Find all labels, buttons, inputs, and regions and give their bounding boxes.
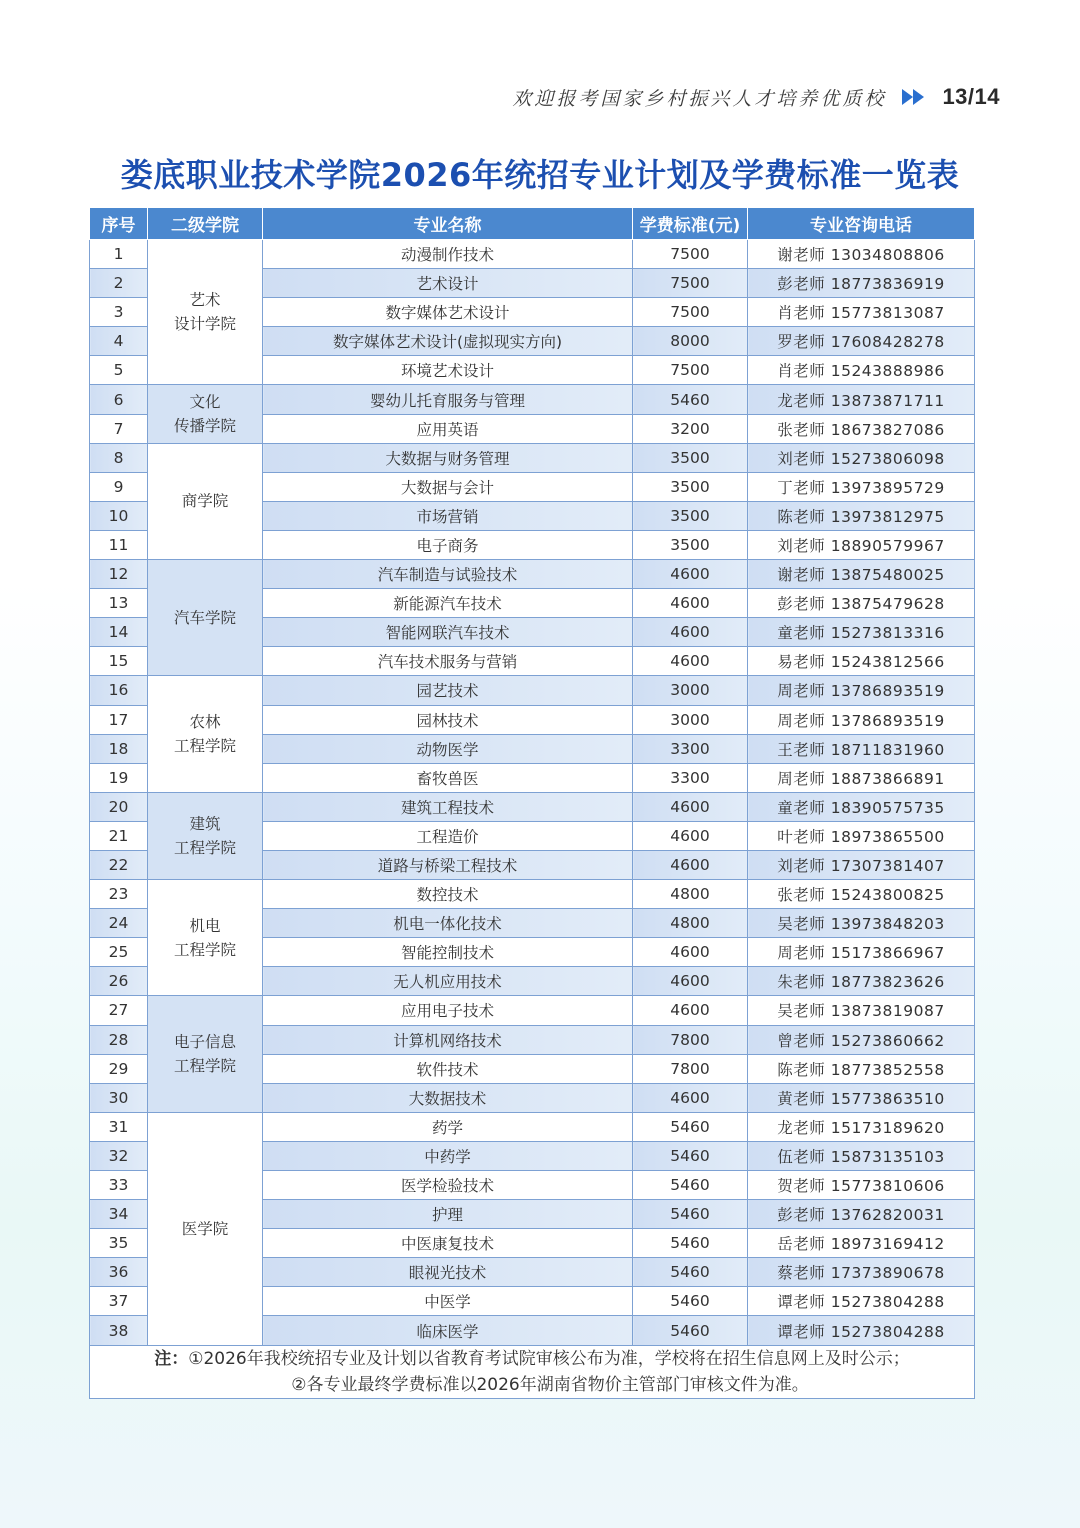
tuition-fee: 4600: [633, 821, 748, 850]
row-number: 21: [90, 821, 148, 850]
table-row: [90, 676, 975, 705]
col-header-college: 二级学院: [148, 208, 263, 240]
major-name: 汽车制造与试验技术: [263, 560, 633, 589]
row-number: 29: [90, 1054, 148, 1083]
col-header-fee: 学费标准(元): [633, 208, 748, 240]
row-number: 8: [90, 443, 148, 472]
tuition-fee: 4600: [633, 1083, 748, 1112]
tuition-fee: 4600: [633, 850, 748, 879]
row-number: 20: [90, 792, 148, 821]
tuition-fee: 7500: [633, 298, 748, 327]
contact-phone: 童老师 18390575735: [748, 792, 975, 821]
tuition-fee: 5460: [633, 1112, 748, 1141]
note-label: 注：: [154, 1348, 189, 1369]
tuition-fee: 7500: [633, 269, 748, 298]
contact-phone: 贺老师 15773810606: [748, 1171, 975, 1200]
tuition-fee: 5460: [633, 1229, 748, 1258]
tuition-fee: 4600: [633, 938, 748, 967]
contact-phone: 朱老师 18773823626: [748, 967, 975, 996]
table-row: [90, 560, 975, 589]
contact-phone: 谢老师 13034808806: [748, 240, 975, 269]
major-name: 环境艺术设计: [263, 356, 633, 385]
fee-table: [89, 207, 975, 1399]
tuition-fee: 5460: [633, 385, 748, 414]
row-number: 11: [90, 530, 148, 559]
major-name: 大数据技术: [263, 1083, 633, 1112]
row-number: 4: [90, 327, 148, 356]
contact-phone: 刘老师 17307381407: [748, 850, 975, 879]
row-number: 28: [90, 1025, 148, 1054]
tuition-fee: 3000: [633, 705, 748, 734]
tuition-fee: 3500: [633, 443, 748, 472]
tuition-fee: 3300: [633, 763, 748, 792]
college-name: 机电 工程学院: [148, 880, 263, 996]
tuition-fee: 3500: [633, 530, 748, 559]
row-number: 16: [90, 676, 148, 705]
row-number: 12: [90, 560, 148, 589]
major-name: 眼视光技术: [263, 1258, 633, 1287]
major-name: 计算机网络技术: [263, 1025, 633, 1054]
row-number: 33: [90, 1171, 148, 1200]
major-name: 新能源汽车技术: [263, 589, 633, 618]
tuition-fee: 4800: [633, 880, 748, 909]
table-header-row: [90, 208, 975, 240]
row-number: 35: [90, 1229, 148, 1258]
row-number: 9: [90, 472, 148, 501]
tuition-fee: 3500: [633, 472, 748, 501]
major-name: 数字媒体艺术设计: [263, 298, 633, 327]
major-name: 大数据与财务管理: [263, 443, 633, 472]
contact-phone: 丁老师 13973895729: [748, 472, 975, 501]
tuition-fee: 3000: [633, 676, 748, 705]
table-row: [90, 1112, 975, 1141]
major-name: 临床医学: [263, 1316, 633, 1345]
contact-phone: 肖老师 15243888986: [748, 356, 975, 385]
tuition-fee: 5460: [633, 1316, 748, 1345]
college-name: 医学院: [148, 1112, 263, 1345]
major-name: 无人机应用技术: [263, 967, 633, 996]
contact-phone: 彭老师 13875479628: [748, 589, 975, 618]
table-row: [90, 385, 975, 414]
table-row: [90, 443, 975, 472]
row-number: 31: [90, 1112, 148, 1141]
tuition-fee: 3200: [633, 414, 748, 443]
row-number: 15: [90, 647, 148, 676]
contact-phone: 谭老师 15273804288: [748, 1316, 975, 1345]
tuition-fee: 4600: [633, 647, 748, 676]
major-name: 汽车技术服务与营销: [263, 647, 633, 676]
major-name: 畜牧兽医: [263, 763, 633, 792]
note-line-1: ①2026年我校统招专业及计划以省教育考试院审核公布为准，学校将在招生信息网上及时公示；: [188, 1348, 910, 1369]
note-row: [90, 1345, 975, 1398]
college-name: 文化 传播学院: [148, 385, 263, 443]
row-number: 18: [90, 734, 148, 763]
major-name: 中医康复技术: [263, 1229, 633, 1258]
contact-phone: 刘老师 15273806098: [748, 443, 975, 472]
contact-phone: 吴老师 13873819087: [748, 996, 975, 1025]
major-name: 道路与桥梁工程技术: [263, 850, 633, 879]
header-slogan: 欢迎报考国家乡村振兴人才培养优质校: [512, 87, 887, 110]
major-name: 中药学: [263, 1141, 633, 1170]
tuition-fee: 4600: [633, 618, 748, 647]
college-name: 艺术 设计学院: [148, 240, 263, 385]
major-name: 智能网联汽车技术: [263, 618, 633, 647]
row-number: 30: [90, 1083, 148, 1112]
contact-phone: 肖老师 15773813087: [748, 298, 975, 327]
tuition-fee: 5460: [633, 1171, 748, 1200]
major-name: 动物医学: [263, 734, 633, 763]
row-number: 14: [90, 618, 148, 647]
tuition-fee: 4600: [633, 560, 748, 589]
major-name: 动漫制作技术: [263, 240, 633, 269]
row-number: 32: [90, 1141, 148, 1170]
college-name: 建筑 工程学院: [148, 792, 263, 879]
contact-phone: 周老师 15173866967: [748, 938, 975, 967]
page-header: [480, 82, 1000, 112]
row-number: 1: [90, 240, 148, 269]
row-number: 6: [90, 385, 148, 414]
contact-phone: 龙老师 13873871711: [748, 385, 975, 414]
table-row: [90, 880, 975, 909]
tuition-fee: 5460: [633, 1258, 748, 1287]
row-number: 27: [90, 996, 148, 1025]
contact-phone: 王老师 18711831960: [748, 734, 975, 763]
note-cell: [90, 1345, 975, 1398]
table-row: [90, 792, 975, 821]
tuition-fee: 4600: [633, 996, 748, 1025]
row-number: 13: [90, 589, 148, 618]
major-name: 机电一体化技术: [263, 909, 633, 938]
major-name: 软件技术: [263, 1054, 633, 1083]
tuition-fee: 5460: [633, 1200, 748, 1229]
note-line-2: ②各专业最终学费标准以2026年湖南省物价主管部门审核文件为准。: [291, 1374, 809, 1395]
contact-phone: 彭老师 18773836919: [748, 269, 975, 298]
contact-phone: 刘老师 18890579967: [748, 530, 975, 559]
major-name: 药学: [263, 1112, 633, 1141]
college-name: 汽车学院: [148, 560, 263, 676]
tuition-fee: 5460: [633, 1141, 748, 1170]
row-number: 22: [90, 850, 148, 879]
contact-phone: 曾老师 15273860662: [748, 1025, 975, 1054]
col-header-major: 专业名称: [263, 208, 633, 240]
row-number: 17: [90, 705, 148, 734]
page-title: 娄底职业技术学院2026年统招专业计划及学费标准一览表: [120, 156, 960, 194]
tuition-fee: 7800: [633, 1054, 748, 1083]
major-name: 数字媒体艺术设计(虚拟现实方向): [263, 327, 633, 356]
major-name: 应用电子技术: [263, 996, 633, 1025]
contact-phone: 谢老师 13875480025: [748, 560, 975, 589]
major-name: 数控技术: [263, 880, 633, 909]
tuition-fee: 7500: [633, 240, 748, 269]
row-number: 26: [90, 967, 148, 996]
contact-phone: 张老师 15243800825: [748, 880, 975, 909]
row-number: 3: [90, 298, 148, 327]
contact-phone: 谭老师 15273804288: [748, 1287, 975, 1316]
table-body: [90, 240, 975, 1346]
contact-phone: 吴老师 13973848203: [748, 909, 975, 938]
contact-phone: 易老师 15243812566: [748, 647, 975, 676]
major-name: 艺术设计: [263, 269, 633, 298]
tuition-fee: 4600: [633, 792, 748, 821]
tuition-fee: 7800: [633, 1025, 748, 1054]
tuition-fee: 4600: [633, 589, 748, 618]
row-number: 2: [90, 269, 148, 298]
major-name: 园林技术: [263, 705, 633, 734]
tuition-fee: 8000: [633, 327, 748, 356]
contact-phone: 岳老师 18973169412: [748, 1229, 975, 1258]
tuition-fee: 3300: [633, 734, 748, 763]
contact-phone: 周老师 13786893519: [748, 676, 975, 705]
contact-phone: 陈老师 13973812975: [748, 501, 975, 530]
major-name: 婴幼儿托育服务与管理: [263, 385, 633, 414]
contact-phone: 彭老师 13762820031: [748, 1200, 975, 1229]
row-number: 7: [90, 414, 148, 443]
row-number: 38: [90, 1316, 148, 1345]
tuition-fee: 5460: [633, 1287, 748, 1316]
college-name: 电子信息 工程学院: [148, 996, 263, 1112]
contact-phone: 周老师 13786893519: [748, 705, 975, 734]
contact-phone: 伍老师 15873135103: [748, 1141, 975, 1170]
major-name: 护理: [263, 1200, 633, 1229]
row-number: 19: [90, 763, 148, 792]
tuition-fee: 4600: [633, 967, 748, 996]
row-number: 24: [90, 909, 148, 938]
row-number: 5: [90, 356, 148, 385]
major-name: 工程造价: [263, 821, 633, 850]
major-name: 市场营销: [263, 501, 633, 530]
page-number: 13/14: [942, 84, 1000, 109]
row-number: 10: [90, 501, 148, 530]
major-name: 园艺技术: [263, 676, 633, 705]
major-name: 中医学: [263, 1287, 633, 1316]
major-name: 电子商务: [263, 530, 633, 559]
contact-phone: 叶老师 18973865500: [748, 821, 975, 850]
tuition-fee: 3500: [633, 501, 748, 530]
contact-phone: 龙老师 15173189620: [748, 1112, 975, 1141]
contact-phone: 黄老师 15773863510: [748, 1083, 975, 1112]
major-name: 建筑工程技术: [263, 792, 633, 821]
row-number: 37: [90, 1287, 148, 1316]
tuition-fee: 7500: [633, 356, 748, 385]
contact-phone: 陈老师 18773852558: [748, 1054, 975, 1083]
major-name: 大数据与会计: [263, 472, 633, 501]
contact-phone: 蔡老师 17373890678: [748, 1258, 975, 1287]
row-number: 34: [90, 1200, 148, 1229]
major-name: 应用英语: [263, 414, 633, 443]
contact-phone: 周老师 18873866891: [748, 763, 975, 792]
col-header-phone: 专业咨询电话: [748, 208, 975, 240]
contact-phone: 童老师 15273813316: [748, 618, 975, 647]
contact-phone: 张老师 18673827086: [748, 414, 975, 443]
college-name: 农林 工程学院: [148, 676, 263, 792]
row-number: 36: [90, 1258, 148, 1287]
col-header-no: 序号: [90, 208, 148, 240]
table-row: [90, 996, 975, 1025]
double-arrow-icon: [900, 87, 928, 107]
row-number: 25: [90, 938, 148, 967]
major-name: 智能控制技术: [263, 938, 633, 967]
table-row: [90, 240, 975, 269]
major-name: 医学检验技术: [263, 1171, 633, 1200]
tuition-fee: 4800: [633, 909, 748, 938]
contact-phone: 罗老师 17608428278: [748, 327, 975, 356]
row-number: 23: [90, 880, 148, 909]
college-name: 商学院: [148, 443, 263, 559]
